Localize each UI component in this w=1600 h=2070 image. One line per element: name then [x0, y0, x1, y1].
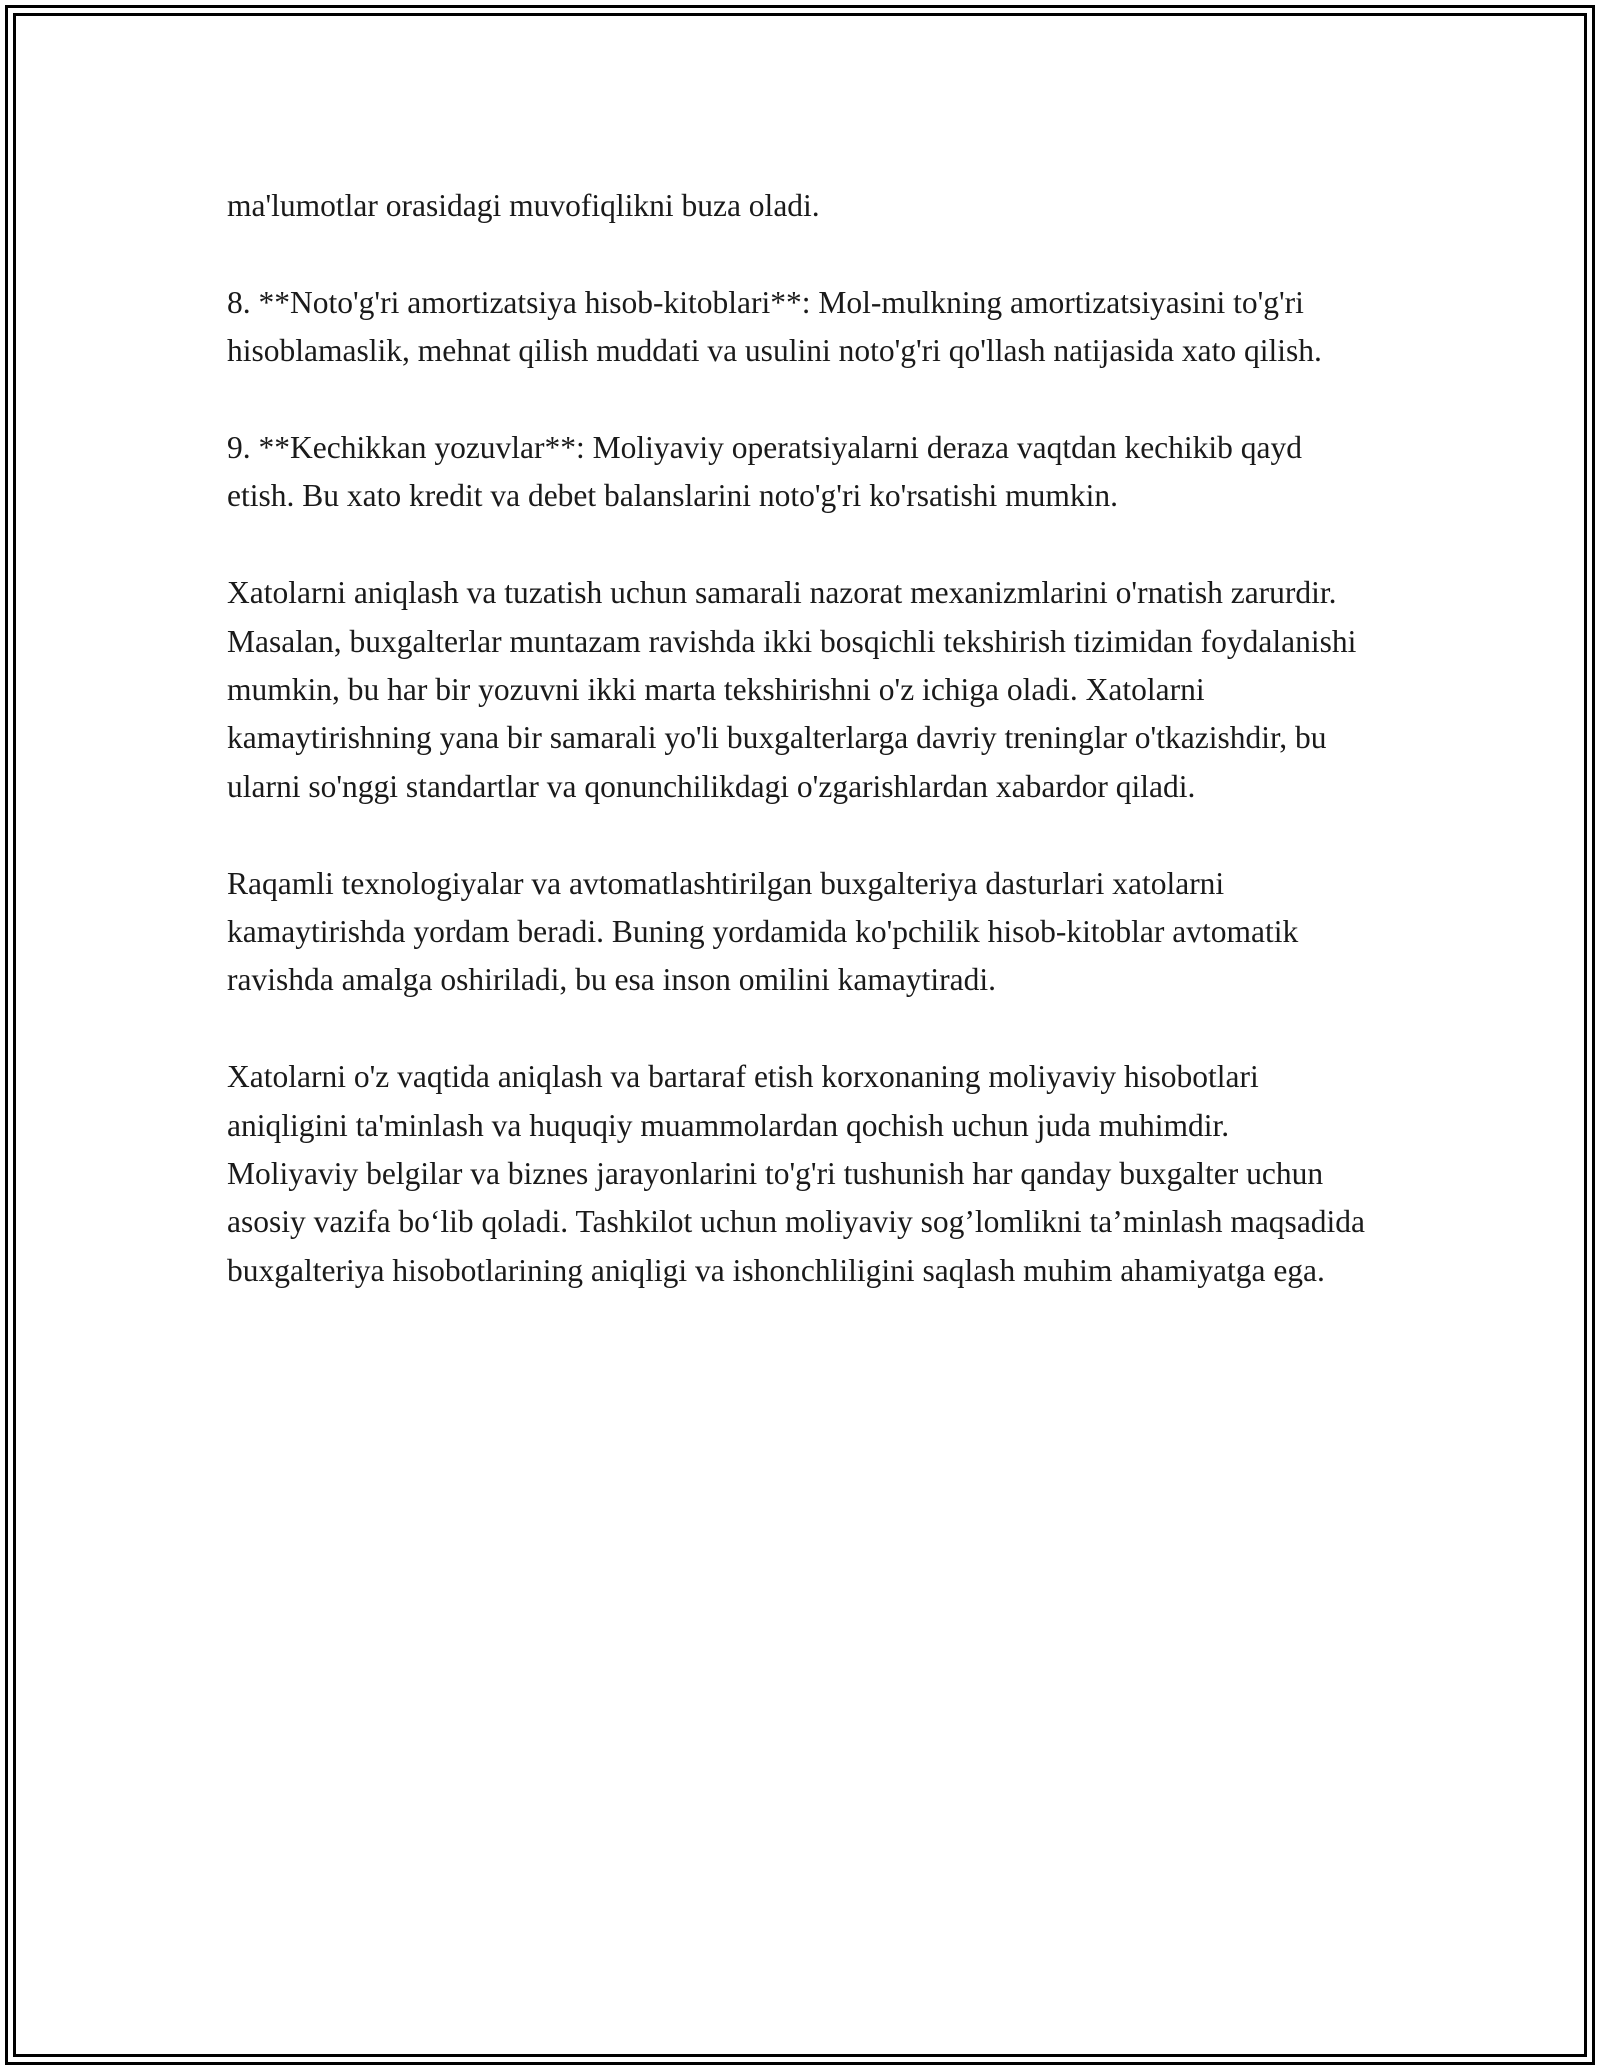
paragraph-conclusion: Xatolarni o'z vaqtida aniqlash va bartaraf etish korxonaning moliyaviy hisobotlari aniqligini ta'minlash va huquqiy muammolardan qochish uchun juda muhimdir. Moliyaviy belgilar va biznes jarayonlarini to'g'ri tushunish har qanday buxgalter uchun asosiy vazifa bo‘lib qoladi. Tashkilot uchun moliyaviy sog’lomlikni ta’minlash maqsadida buxgalteriya hisobotlarining aniqligi va ishonchliligini saqlash muhim ahamiyatga ega.	[227, 1059, 1366, 1288]
document-body	[227, 182, 1367, 1295]
paragraph-continuation: ma'lumotlar orasidagi muvofiqlikni buza oladi.	[227, 188, 820, 223]
paragraph-control-mechanisms: Xatolarni aniqlash va tuzatish uchun samarali nazorat mexanizmlarini o'rnatish zarurdir. Masalan, buxgalterlar muntazam ravishda ikki bosqichli tekshirish tizimidan foydalanishi mumkin, bu har bir yozuvni ikki marta tekshirishni o'z ichiga oladi. Xatolarni kamaytirishning yana bir samarali yo'li buxgalterlarga davriy treninglar o'tkazishdir, bu ularni so'nggi standartlar va qonunchilikdagi o'zgarishlardan xabardor qiladi.	[227, 575, 1357, 804]
paragraph-item-8: 8. **Noto'g'ri amortizatsiya hisob-kitoblari**: Mol-mulkning amortizatsiyasini to'g'ri hisoblamaslik, mehnat qilish muddati va usulini noto'g'ri qo'llash natijasida xato qilish.	[227, 284, 1322, 369]
paragraph-digital-technologies: Raqamli texnologiyalar va avtomatlashtirilgan buxgalteriya dasturlari xatolarni kamaytirishda yordam beradi. Buning yordamida ko'pchilik hisob-kitoblar avtomatik ravishda amalga oshiriladi, bu esa inson omilini kamaytiradi.	[227, 865, 1299, 998]
paragraph-item-9: 9. **Kechikkan yozuvlar**: Moliyaviy operatsiyalarni deraza vaqtdan kechikib qayd etish. Bu xato kredit va debet balanslarini noto'g'ri ko'rsatishi mumkin.	[227, 430, 1303, 514]
